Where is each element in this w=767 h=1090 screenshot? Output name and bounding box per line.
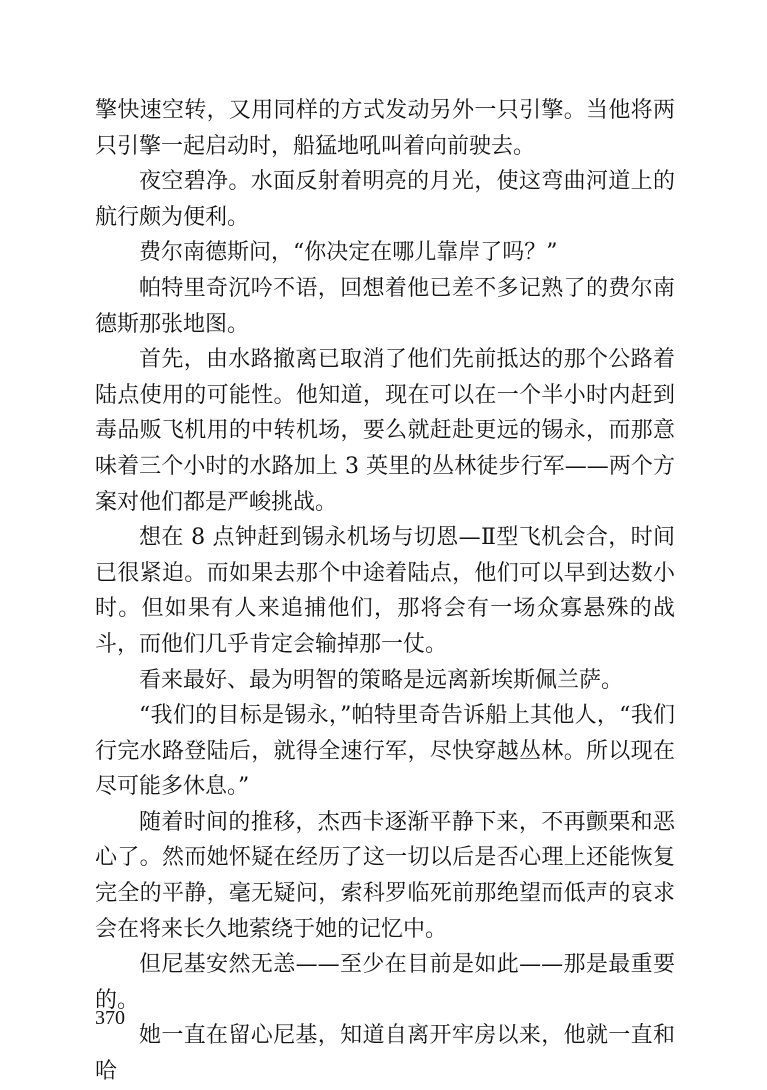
paragraph-10: 但尼基安然无恙——至少在目前是如此——那是最重要的。 bbox=[95, 952, 675, 1013]
body-text bbox=[95, 93, 675, 1090]
paragraph-1: 擎快速空转，又用同样的方式发动另外一只引擎。当他将两只引擎一起启动时，船猛地吼叫着向前驶去。 bbox=[95, 98, 675, 159]
paragraph-2: 夜空碧净。水面反射着明亮的月光，使这弯曲河道上的航行颇为便利。 bbox=[95, 169, 675, 230]
paragraph-5: 首先，由水路撤离已取消了他们先前抵达的那个公路着陆点使用的可能性。他知道，现在可以在一个半小时内赶到毒品贩飞机用的中转机场，要么就赶赴更远的锡永，而那意味着三个小时的水路加上 3 英里的丛林徒步行军——两个方案对他们都是严峻挑战。 bbox=[95, 347, 675, 515]
paragraph-7: 看来最好、最为明智的策略是远离新埃斯佩兰萨。 bbox=[139, 667, 624, 693]
paragraph-8: “我们的目标是锡永，”帕特里奇告诉船上其他人，“我们行完水路登陆后，就得全速行军，尽快穿越丛林。所以现在尽可能多休息。” bbox=[95, 703, 675, 800]
page-number: 370 bbox=[95, 1007, 125, 1029]
paragraph-3: 费尔南德斯问，“你决定在哪儿靠岸了吗？” bbox=[139, 240, 558, 266]
paragraph-6: 想在 8 点钟赶到锡永机场与切恩—Ⅱ型飞机会合，时间已很紧迫。而如果去那个中途着陆点，他们可以早到达数小时。但如果有人来追捕他们，那将会有一场众寡悬殊的战斗，而他们几乎肯定会输掉那一仗。 bbox=[95, 525, 675, 657]
paragraph-11: 她一直在留心尼基，知道自离开牢房以来，他就一直和哈 bbox=[95, 1023, 675, 1085]
paragraph-4: 帕特里奇沉吟不语，回想着他已差不多记熟了的费尔南德斯那张地图。 bbox=[95, 275, 675, 337]
paragraph-9: 随着时间的推移，杰西卡逐渐平静下来，不再颤栗和恶心了。然而她怀疑在经历了这一切以后是否心理上还能恢复完全的平静，毫无疑问，索科罗临死前那绝望而低声的哀求会在将来长久地萦绕于她的记忆中。 bbox=[95, 809, 675, 942]
